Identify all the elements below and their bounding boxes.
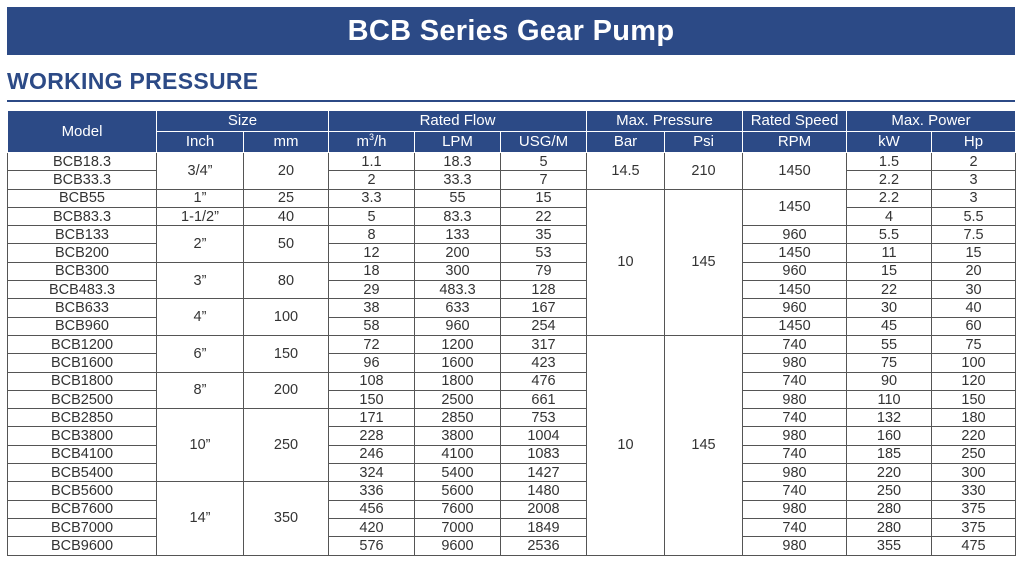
cell-flow-m3h: 228	[329, 427, 415, 445]
cell-size-inch: 1”	[157, 189, 244, 207]
cell-model: BCB2500	[8, 390, 157, 408]
cell-size-mm: 150	[244, 335, 329, 372]
cell-speed-rpm: 740	[743, 372, 847, 390]
cell-flow-usgm: 5	[501, 153, 587, 171]
cell-flow-m3h: 576	[329, 537, 415, 555]
table-row	[8, 189, 1016, 207]
cell-model: BCB33.3	[8, 171, 157, 189]
cell-power-kw: 15	[847, 262, 932, 280]
cell-power-kw: 280	[847, 500, 932, 518]
cell-flow-lpm: 133	[415, 226, 501, 244]
cell-size-inch: 1-1/2”	[157, 207, 244, 225]
cell-power-hp: 40	[932, 299, 1016, 317]
cell-flow-lpm: 7600	[415, 500, 501, 518]
cell-model: BCB55	[8, 189, 157, 207]
cell-model: BCB300	[8, 262, 157, 280]
cell-size-inch: 3/4”	[157, 153, 244, 190]
table-row	[8, 262, 1016, 280]
cell-size-mm: 100	[244, 299, 329, 336]
cell-power-hp: 15	[932, 244, 1016, 262]
header-rpm: RPM	[743, 132, 847, 153]
cell-flow-lpm: 7000	[415, 518, 501, 536]
cell-power-kw: 4	[847, 207, 932, 225]
cell-power-kw: 220	[847, 464, 932, 482]
cell-model: BCB4100	[8, 445, 157, 463]
cell-flow-usgm: 53	[501, 244, 587, 262]
cell-flow-lpm: 83.3	[415, 207, 501, 225]
header-inch: Inch	[157, 132, 244, 153]
cell-model: BCB83.3	[8, 207, 157, 225]
cell-power-hp: 375	[932, 518, 1016, 536]
header-lpm: LPM	[415, 132, 501, 153]
cell-pressure-psi: 145	[665, 335, 743, 555]
header-m3h	[329, 132, 415, 153]
cell-flow-m3h: 324	[329, 464, 415, 482]
cell-flow-lpm: 33.3	[415, 171, 501, 189]
cell-flow-lpm: 200	[415, 244, 501, 262]
table-body	[8, 153, 1016, 556]
cell-pressure-bar: 10	[587, 189, 665, 335]
cell-model: BCB2850	[8, 409, 157, 427]
cell-flow-lpm: 2500	[415, 390, 501, 408]
cell-power-hp: 100	[932, 354, 1016, 372]
cell-flow-usgm: 476	[501, 372, 587, 390]
cell-size-mm: 250	[244, 409, 329, 482]
cell-power-kw: 2.2	[847, 171, 932, 189]
cell-size-inch: 2”	[157, 226, 244, 263]
header-psi: Psi	[665, 132, 743, 153]
cell-model: BCB633	[8, 299, 157, 317]
cell-power-hp: 20	[932, 262, 1016, 280]
cell-speed-rpm: 1450	[743, 244, 847, 262]
cell-power-kw: 90	[847, 372, 932, 390]
cell-power-hp: 7.5	[932, 226, 1016, 244]
cell-flow-lpm: 3800	[415, 427, 501, 445]
cell-speed-rpm: 980	[743, 537, 847, 555]
cell-power-hp: 180	[932, 409, 1016, 427]
cell-flow-m3h: 5	[329, 207, 415, 225]
cell-flow-usgm: 128	[501, 281, 587, 299]
cell-flow-usgm: 35	[501, 226, 587, 244]
cell-size-mm: 350	[244, 482, 329, 555]
cell-pressure-psi: 210	[665, 153, 743, 190]
cell-power-kw: 160	[847, 427, 932, 445]
header-row-units	[8, 132, 1016, 153]
cell-power-kw: 11	[847, 244, 932, 262]
cell-flow-lpm: 55	[415, 189, 501, 207]
cell-flow-m3h: 12	[329, 244, 415, 262]
cell-model: BCB7600	[8, 500, 157, 518]
cell-speed-rpm: 960	[743, 299, 847, 317]
cell-speed-rpm: 1450	[743, 153, 847, 190]
cell-size-mm: 80	[244, 262, 329, 299]
table-row	[8, 299, 1016, 317]
cell-power-kw: 5.5	[847, 226, 932, 244]
cell-flow-usgm: 2536	[501, 537, 587, 555]
cell-model: BCB1200	[8, 335, 157, 353]
cell-flow-usgm: 1849	[501, 518, 587, 536]
cell-speed-rpm: 1450	[743, 189, 847, 226]
cell-power-hp: 120	[932, 372, 1016, 390]
cell-flow-usgm: 79	[501, 262, 587, 280]
cell-flow-lpm: 5600	[415, 482, 501, 500]
cell-size-mm: 20	[244, 153, 329, 190]
cell-flow-usgm: 1083	[501, 445, 587, 463]
cell-flow-m3h: 29	[329, 281, 415, 299]
cell-speed-rpm: 960	[743, 226, 847, 244]
cell-speed-rpm: 740	[743, 445, 847, 463]
cell-flow-usgm: 1427	[501, 464, 587, 482]
cell-power-hp: 475	[932, 537, 1016, 555]
cell-flow-usgm: 317	[501, 335, 587, 353]
header-kw: kW	[847, 132, 932, 153]
cell-flow-m3h: 72	[329, 335, 415, 353]
cell-flow-lpm: 1800	[415, 372, 501, 390]
cell-power-hp: 75	[932, 335, 1016, 353]
cell-power-hp: 60	[932, 317, 1016, 335]
cell-flow-usgm: 15	[501, 189, 587, 207]
cell-size-mm: 200	[244, 372, 329, 409]
cell-power-hp: 220	[932, 427, 1016, 445]
cell-flow-m3h: 420	[329, 518, 415, 536]
cell-power-kw: 110	[847, 390, 932, 408]
cell-flow-usgm: 753	[501, 409, 587, 427]
cell-power-hp: 300	[932, 464, 1016, 482]
table-row	[8, 372, 1016, 390]
header-size: Size	[157, 111, 329, 132]
cell-flow-m3h: 456	[329, 500, 415, 518]
cell-flow-m3h: 336	[329, 482, 415, 500]
cell-speed-rpm: 980	[743, 427, 847, 445]
cell-flow-lpm: 5400	[415, 464, 501, 482]
cell-model: BCB9600	[8, 537, 157, 555]
cell-speed-rpm: 1450	[743, 317, 847, 335]
header-rated-speed: Rated Speed	[743, 111, 847, 132]
cell-flow-lpm: 2850	[415, 409, 501, 427]
cell-speed-rpm: 980	[743, 500, 847, 518]
cell-power-hp: 330	[932, 482, 1016, 500]
cell-flow-m3h: 58	[329, 317, 415, 335]
cell-model: BCB18.3	[8, 153, 157, 171]
cell-speed-rpm: 740	[743, 518, 847, 536]
table-row	[8, 335, 1016, 353]
cell-flow-m3h: 1.1	[329, 153, 415, 171]
cell-speed-rpm: 740	[743, 335, 847, 353]
cell-size-inch: 3”	[157, 262, 244, 299]
cell-speed-rpm: 740	[743, 482, 847, 500]
table-row	[8, 482, 1016, 500]
cell-power-kw: 250	[847, 482, 932, 500]
table-row	[8, 153, 1016, 171]
header-max-pressure: Max. Pressure	[587, 111, 743, 132]
cell-speed-rpm: 980	[743, 464, 847, 482]
cell-power-kw: 355	[847, 537, 932, 555]
cell-flow-m3h: 246	[329, 445, 415, 463]
page-title-banner	[7, 7, 1015, 55]
cell-flow-m3h: 108	[329, 372, 415, 390]
table-row	[8, 226, 1016, 244]
cell-model: BCB483.3	[8, 281, 157, 299]
cell-flow-m3h: 18	[329, 262, 415, 280]
cell-flow-lpm: 960	[415, 317, 501, 335]
cell-model: BCB960	[8, 317, 157, 335]
cell-size-mm: 25	[244, 189, 329, 207]
cell-power-hp: 250	[932, 445, 1016, 463]
header-bar: Bar	[587, 132, 665, 153]
header-m3h-sup: 3	[368, 132, 374, 142]
cell-model: BCB1600	[8, 354, 157, 372]
cell-pressure-bar: 14.5	[587, 153, 665, 190]
cell-flow-lpm: 300	[415, 262, 501, 280]
cell-model: BCB5600	[8, 482, 157, 500]
cell-flow-usgm: 2008	[501, 500, 587, 518]
cell-size-inch: 10”	[157, 409, 244, 482]
cell-power-kw: 185	[847, 445, 932, 463]
cell-flow-m3h: 150	[329, 390, 415, 408]
cell-power-kw: 2.2	[847, 189, 932, 207]
page-title: BCB Series Gear Pump	[347, 15, 675, 47]
cell-model: BCB3800	[8, 427, 157, 445]
working-pressure-table	[7, 110, 1016, 556]
section-divider	[7, 100, 1015, 102]
header-mm: mm	[244, 132, 329, 153]
cell-model: BCB7000	[8, 518, 157, 536]
cell-power-kw: 280	[847, 518, 932, 536]
cell-flow-lpm: 9600	[415, 537, 501, 555]
cell-flow-m3h: 96	[329, 354, 415, 372]
cell-power-hp: 2	[932, 153, 1016, 171]
cell-pressure-psi: 145	[665, 189, 743, 335]
cell-flow-m3h: 171	[329, 409, 415, 427]
header-row-top	[8, 111, 1016, 132]
cell-model: BCB1800	[8, 372, 157, 390]
cell-pressure-bar: 10	[587, 335, 665, 555]
cell-flow-usgm: 661	[501, 390, 587, 408]
cell-flow-usgm: 423	[501, 354, 587, 372]
cell-flow-usgm: 1480	[501, 482, 587, 500]
cell-size-mm: 50	[244, 226, 329, 263]
cell-power-kw: 1.5	[847, 153, 932, 171]
cell-flow-m3h: 3.3	[329, 189, 415, 207]
cell-model: BCB200	[8, 244, 157, 262]
cell-power-hp: 3	[932, 189, 1016, 207]
cell-flow-m3h: 38	[329, 299, 415, 317]
cell-flow-lpm: 1200	[415, 335, 501, 353]
table-row	[8, 409, 1016, 427]
cell-flow-lpm: 1600	[415, 354, 501, 372]
cell-size-inch: 4”	[157, 299, 244, 336]
cell-flow-usgm: 254	[501, 317, 587, 335]
cell-flow-usgm: 22	[501, 207, 587, 225]
cell-flow-usgm: 167	[501, 299, 587, 317]
header-m3h-base: m	[356, 133, 369, 150]
header-hp: Hp	[932, 132, 1016, 153]
cell-power-kw: 55	[847, 335, 932, 353]
cell-speed-rpm: 980	[743, 354, 847, 372]
cell-power-hp: 5.5	[932, 207, 1016, 225]
cell-flow-lpm: 4100	[415, 445, 501, 463]
cell-power-kw: 132	[847, 409, 932, 427]
cell-model: BCB133	[8, 226, 157, 244]
cell-speed-rpm: 980	[743, 390, 847, 408]
header-model: Model	[8, 111, 157, 153]
header-max-power: Max. Power	[847, 111, 1016, 132]
header-usgm: USG/M	[501, 132, 587, 153]
cell-flow-m3h: 8	[329, 226, 415, 244]
cell-flow-lpm: 483.3	[415, 281, 501, 299]
cell-flow-lpm: 18.3	[415, 153, 501, 171]
cell-size-inch: 14”	[157, 482, 244, 555]
header-m3h-tail: /h	[374, 133, 387, 150]
cell-power-kw: 75	[847, 354, 932, 372]
cell-flow-m3h: 2	[329, 171, 415, 189]
cell-power-kw: 45	[847, 317, 932, 335]
cell-speed-rpm: 960	[743, 262, 847, 280]
cell-power-hp: 3	[932, 171, 1016, 189]
cell-power-hp: 30	[932, 281, 1016, 299]
section-title: WORKING PRESSURE	[7, 68, 259, 94]
cell-power-kw: 22	[847, 281, 932, 299]
cell-model: BCB5400	[8, 464, 157, 482]
cell-power-hp: 150	[932, 390, 1016, 408]
cell-speed-rpm: 740	[743, 409, 847, 427]
cell-power-kw: 30	[847, 299, 932, 317]
cell-speed-rpm: 1450	[743, 281, 847, 299]
table-row	[8, 207, 1016, 225]
cell-size-mm: 40	[244, 207, 329, 225]
header-rated-flow: Rated Flow	[329, 111, 587, 132]
cell-flow-usgm: 1004	[501, 427, 587, 445]
cell-flow-lpm: 633	[415, 299, 501, 317]
cell-power-hp: 375	[932, 500, 1016, 518]
cell-size-inch: 8”	[157, 372, 244, 409]
cell-flow-usgm: 7	[501, 171, 587, 189]
cell-size-inch: 6”	[157, 335, 244, 372]
